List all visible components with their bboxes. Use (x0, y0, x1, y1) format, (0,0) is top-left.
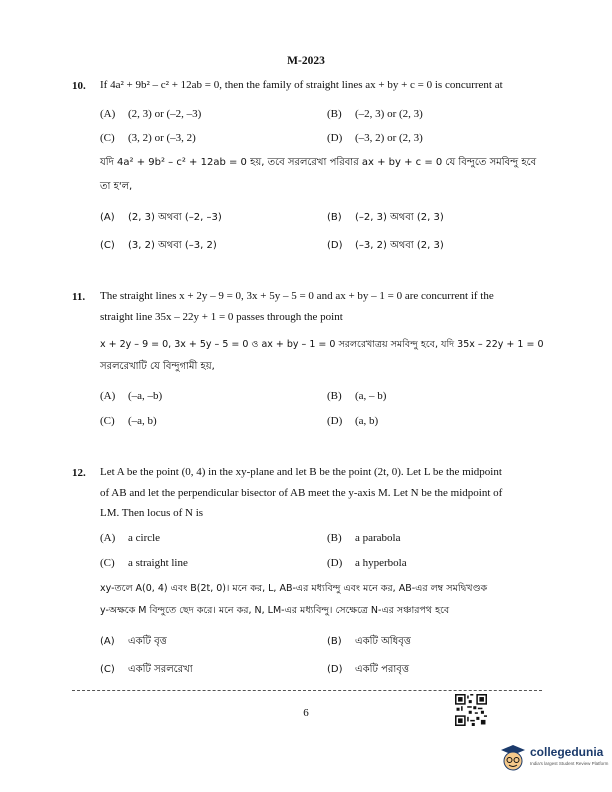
option-text: a circle (128, 532, 161, 544)
page-header: M-2023 (287, 55, 325, 67)
option-label: (C) (100, 664, 115, 675)
option-label: (B) (327, 108, 342, 120)
option-label: (A) (100, 636, 115, 647)
option-text: (2, 3) অথবা (–2, –3) (128, 212, 222, 223)
q10-bn-option-d (327, 238, 444, 255)
option-text: একটি পরাবৃত্ত (355, 664, 409, 675)
option-text: a hyperbola (355, 557, 407, 569)
option-label: (B) (327, 532, 342, 544)
q12-option-c (100, 557, 188, 569)
option-label: (D) (327, 415, 343, 427)
q11-option-d (327, 415, 378, 427)
option-label: (A) (100, 212, 115, 223)
question-12-line3: LM. Then locus of N is (100, 507, 204, 519)
option-text: (–a, –b) (128, 390, 163, 402)
q12-option-b (327, 532, 401, 544)
option-label: (D) (327, 132, 343, 144)
option-text: a straight line (128, 557, 188, 569)
q11-option-a (100, 390, 162, 402)
q12-bengali-line2: y-অক্ষকে M বিন্দুতে ছেদ করে। মনে কর, N, LM-এর মধ্যবিন্দু। সেক্ষেত্রে N-এর সঞ্চারপথ হবে (100, 605, 450, 616)
option-text: একটি সরলরেখা (128, 664, 193, 675)
q12-bengali-line1: xy-তলে A(0, 4) এবং B(2t, 0)। মনে কর, L, AB-এর মধ্যবিন্দু এবং মনে কর, AB-এর লম্ব সমদ্বিখণ্ডক (100, 583, 488, 594)
q10-option-d (327, 132, 423, 144)
brand-tagline: India's largest Student Review Platform (530, 761, 609, 766)
option-label: (C) (100, 557, 115, 569)
question-10-text: If 4a² + 9b² – c² + 12ab = 0, then the family of straight lines ax + by + c = 0 is concurrent at (100, 79, 503, 91)
q10-bengali-line2: তা হ'ল, (100, 181, 133, 192)
option-text: a parabola (355, 532, 401, 544)
option-label: (A) (100, 108, 116, 120)
q12-bn-option-b (327, 634, 411, 651)
q12-bn-option-a (100, 634, 167, 651)
option-label: (B) (327, 212, 342, 223)
option-label: (C) (100, 415, 115, 427)
q10-bn-option-c (100, 238, 217, 255)
option-label: (C) (100, 240, 115, 251)
option-text: (2, 3) or (–2, –3) (128, 108, 202, 120)
q10-bn-option-a (100, 210, 222, 227)
q12-option-a (100, 532, 160, 544)
option-label: (A) (100, 532, 116, 544)
q11-option-c (100, 415, 157, 427)
q12-bn-option-c (100, 662, 193, 679)
question-11-line2: straight line 35x – 22y + 1 = 0 passes through the point (100, 311, 343, 323)
option-text: (–3, 2) or (2, 3) (355, 132, 423, 144)
option-text: (–2, 3) অথবা (2, 3) (355, 212, 444, 223)
qr-code-icon (455, 694, 487, 726)
option-label: (D) (327, 557, 343, 569)
question-12-line1: Let A be the point (0, 4) in the xy-plane and let B be the point (2t, 0). Let L be the midpoint (100, 466, 502, 478)
option-label: (C) (100, 132, 115, 144)
option-text: (3, 2) অথবা (–3, 2) (128, 240, 217, 251)
question-12-number: 12. (72, 467, 86, 479)
option-text: (–2, 3) or (2, 3) (355, 108, 423, 120)
q11-bengali-line1: x + 2y – 9 = 0, 3x + 5y – 5 = 0 ও ax + by – 1 = 0 সরলরেখাত্রয় সমবিন্দু হবে, যদি 35x – 22y + 1 = 0 (100, 339, 544, 350)
q10-option-a (100, 108, 201, 120)
option-label: (D) (327, 240, 343, 251)
q11-option-b (327, 390, 386, 402)
option-text: একটি বৃত্ত (128, 636, 167, 647)
footer-divider (72, 690, 542, 691)
option-text: (–a, b) (128, 415, 157, 427)
page-number: 6 (303, 707, 309, 719)
q12-option-d (327, 557, 407, 569)
q10-bengali-line1: যদি 4a² + 9b² – c² + 12ab = 0 হয়, তবে সরলরেখা পরিবার ax + by + c = 0 যে বিন্দুতে সমবিন্দু হবে (100, 157, 537, 168)
brand-name: collegedunia (530, 745, 604, 759)
option-label: (A) (100, 390, 116, 402)
option-text: (–3, 2) অথবা (2, 3) (355, 240, 444, 251)
collegedunia-mascot-icon (500, 744, 526, 772)
question-10-number: 10. (72, 80, 86, 92)
q12-bn-option-d (327, 662, 409, 679)
q10-bn-option-b (327, 210, 444, 227)
option-text: (3, 2) or (–3, 2) (128, 132, 196, 144)
option-label: (D) (327, 664, 343, 675)
option-text: (a, b) (355, 415, 379, 427)
q10-option-b (327, 108, 423, 120)
option-text: একটি অধিবৃত্ত (355, 636, 411, 647)
question-11-line1: The straight lines x + 2y – 9 = 0, 3x + 5y – 5 = 0 and ax + by – 1 = 0 are concurrent if the (100, 290, 494, 302)
question-12-line2: of AB and let the perpendicular bisector of AB meet the y-axis M. Let N be the midpoint of (100, 487, 503, 499)
option-label: (B) (327, 636, 342, 647)
option-text: (a, – b) (355, 390, 387, 402)
q10-option-c (100, 132, 196, 144)
question-11-number: 11. (72, 291, 86, 303)
q11-bengali-line2: সরলরেখাটি যে বিন্দুগামী হয়, (100, 361, 215, 372)
option-label: (B) (327, 390, 342, 402)
